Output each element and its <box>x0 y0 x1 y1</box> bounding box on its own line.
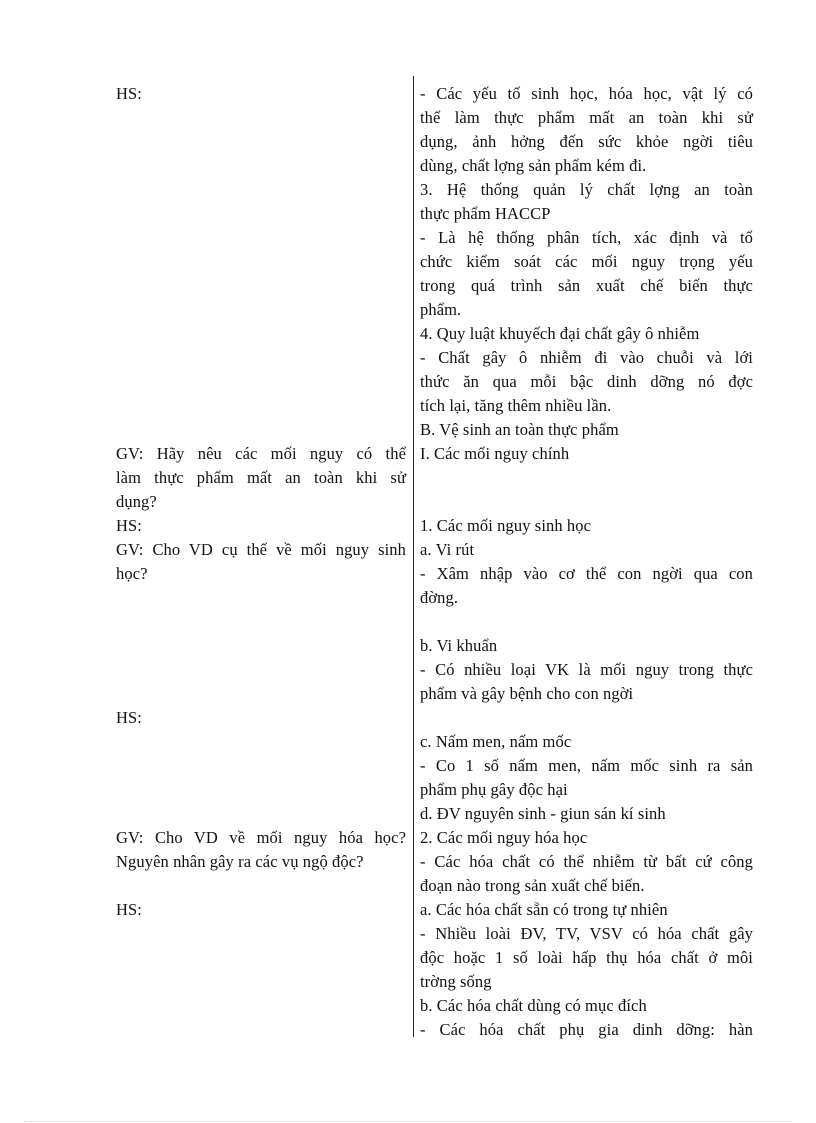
content-line: - Là hệ thống phân tích, xác định và tổ <box>420 228 753 247</box>
content-line: thể làm thực phẩm mất an toàn khi sử <box>420 108 753 127</box>
section-heading: 1. Các mối nguy sinh học <box>420 516 592 535</box>
section-heading: 2. Các mối nguy hóa học <box>420 828 588 847</box>
page-bottom-rule <box>24 1121 792 1122</box>
subsection-heading: a. Các hóa chất sẵn có trong tự nhiên <box>420 900 668 919</box>
content-line: phẩm phụ gây độc hại <box>420 780 568 799</box>
column-divider <box>413 76 414 1037</box>
teacher-question: GV: Hãy nêu các mối nguy có thể <box>116 444 406 463</box>
content-line: - Có nhiều loại VK là mối nguy trong thực <box>420 660 753 679</box>
content-line: dụng, ảnh hởng đến sức khỏe ngời tiêu <box>420 132 753 151</box>
content-line: chức kiểm soát các mối nguy trọng yếu <box>420 252 753 271</box>
content-line: - Các yếu tố sinh học, hóa học, vật lý có <box>420 84 753 103</box>
content-line: - Nhiều loài ĐV, TV, VSV có hóa chất gây <box>420 924 753 943</box>
hs-label: HS: <box>116 516 142 535</box>
teacher-question: GV: Cho VD cụ thể về mối nguy sinh <box>116 540 406 559</box>
content-line: phẩm. <box>420 300 462 319</box>
subsection-heading: c. Nấm men, nấm mốc <box>420 732 572 751</box>
teacher-question: làm thực phẩm mất an toàn khi sử <box>116 468 406 487</box>
content-line: - Các hóa chất phụ gia dinh dỡng: hàn <box>420 1020 753 1039</box>
content-line: đờng. <box>420 588 459 607</box>
content-line: độc hoặc 1 số loài hấp thụ hóa chất ở môi <box>420 948 753 967</box>
content-line: - Các hóa chất có thể nhiễm từ bất cứ công <box>420 852 753 871</box>
hs-label: HS: <box>116 900 142 919</box>
hs-label: HS: <box>116 708 142 727</box>
content-line: trờng sống <box>420 972 492 991</box>
section-heading: B. Vệ sinh an toàn thực phẩm <box>420 420 619 439</box>
teacher-question: GV: Cho VD về mối nguy hóa học? <box>116 828 406 847</box>
section-heading: 4. Quy luật khuyếch đại chất gây ô nhiễm <box>420 324 700 343</box>
content-line: trong quá trình sản xuất chế biến thực <box>420 276 753 295</box>
teacher-question: Nguyên nhân gây ra các vụ ngộ độc? <box>116 852 364 871</box>
teacher-question: dụng? <box>116 492 157 511</box>
content-line: đoạn nào trong sản xuất chế biến. <box>420 876 645 895</box>
content-line: - Chất gây ô nhiễm đi vào chuỗi và lới <box>420 348 753 367</box>
content-line: phẩm và gây bệnh cho con ngời <box>420 684 634 703</box>
subsection-heading: d. ĐV nguyên sinh - giun sán kí sinh <box>420 804 666 823</box>
section-heading: I. Các mối nguy chính <box>420 444 570 463</box>
content-line: thức ăn qua mỗi bậc dinh dỡng nó đợc <box>420 372 753 391</box>
teacher-question: học? <box>116 564 148 583</box>
content-line: - Co 1 số nấm men, nấm mốc sinh ra sản <box>420 756 753 775</box>
content-line: - Xâm nhập vào cơ thể con ngời qua con <box>420 564 753 583</box>
subsection-heading: a. Vi rút <box>420 540 475 559</box>
subsection-heading: b. Vi khuẩn <box>420 636 498 655</box>
section-heading: 3. Hệ thống quản lý chất lợng an toàn <box>420 180 753 199</box>
content-line: dùng, chất lợng sản phẩm kém đi. <box>420 156 647 175</box>
hs-label: HS: <box>116 84 142 103</box>
section-heading: thực phẩm HACCP <box>420 204 551 223</box>
content-line: tích lại, tăng thêm nhiều lần. <box>420 396 612 415</box>
subsection-heading: b. Các hóa chất dùng có mục đích <box>420 996 647 1015</box>
